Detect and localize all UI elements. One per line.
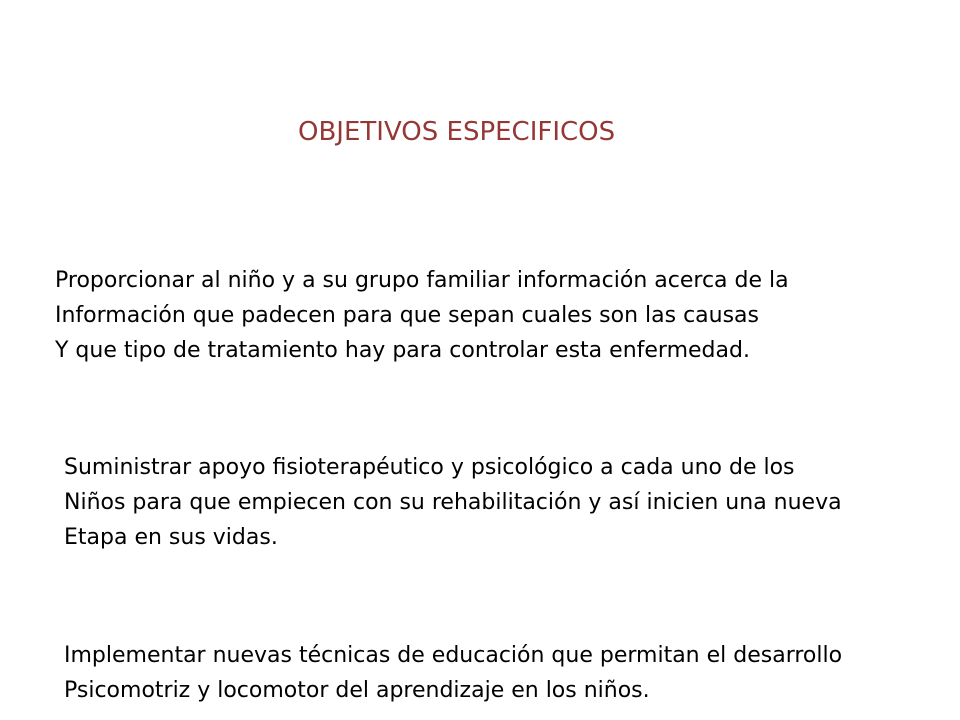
paragraph-line: Etapa en sus vidas. — [64, 525, 278, 550]
paragraph-line: Psicomotriz y locomotor del aprendizaje en los niños. — [64, 678, 650, 703]
paragraph-line: Información que padecen para que sepan cuales son las causas — [55, 303, 759, 328]
paragraph-line: Suministrar apoyo fisioterapéutico y psicológico a cada uno de los — [64, 455, 795, 480]
objective-paragraph-1 — [55, 263, 789, 368]
paragraph-line: Y que tipo de tratamiento hay para controlar esta enfermedad. — [55, 338, 750, 363]
objective-paragraph-2 — [64, 450, 842, 555]
objective-paragraph-3 — [64, 638, 842, 708]
paragraph-line: Implementar nuevas técnicas de educación que permitan el desarrollo — [64, 643, 843, 668]
paragraph-line: Niños para que empiecen con su rehabilitación y así inicien una nueva — [64, 490, 842, 515]
slide-title: OBJETIVOS ESPECIFICOS — [298, 117, 616, 147]
paragraph-line: Proporcionar al niño y a su grupo familiar información acerca de la — [55, 268, 789, 293]
